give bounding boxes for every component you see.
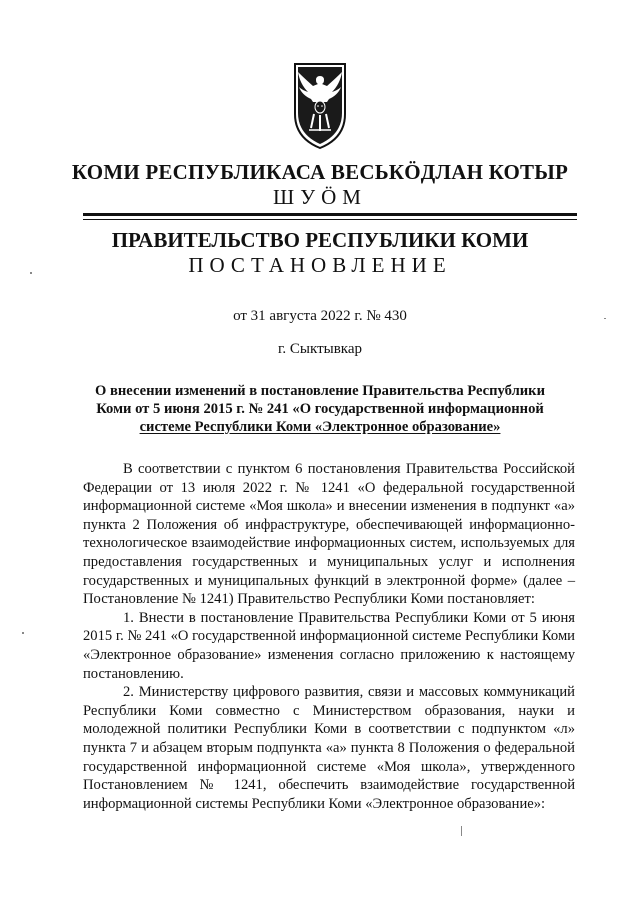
scan-speck (461, 826, 462, 836)
komi-coat-of-arms-icon (291, 62, 349, 150)
body-paragraph: 2. Министерству цифрового развития, связи и массовых коммуникаций Республики Коми совместно с Министерством образования, науки и молодежной политики Республики Коми в соответствии с подпунктом «л» пункта 7 и абзацем вторым подпункта «а» пункта 8 Положения о федеральной государственной информационной системе «Моя школа», утвержденного Постановлением № 1241, обеспечить взаимодействие государственной информационной системы Республики Коми «Электронное образование»: (83, 684, 575, 812)
title-line: Коми от 5 июня 2015 г. № 241 «О государственной информационной (96, 401, 544, 417)
scan-speck (30, 272, 32, 274)
header-komi-line2: ШУÖМ (273, 185, 367, 209)
decree-date-number: от 31 августа 2022 г. № 430 (233, 308, 407, 324)
body-paragraph: В соответствии с пунктом 6 постановления Правительства Российской Федерации от 13 июля 2022 г. № 1241 «О федеральной государственной информационной системе «Моя школа» и внесении изменения в подпункт «а» пункта 2 Положения об инфраструктуре, обеспечивающей информационно-технологическое взаимодействие информационных систем, используемых для предоставления государственных и муниципальных услуг и исполнения государственных и муниципальных функций в электронной форме» (далее – Постановление № 1241) Правительство Республики Коми постановляет: (83, 461, 575, 608)
body-paragraph: 1. Внести в постановление Правительства Республики Коми от 5 июня 2015 г. № 241 «О государственной информационной системе Республики Коми «Электронное образование» изменения согласно приложению к настоящему постановлению. (83, 609, 575, 682)
header-komi-line1: КОМИ РЕСПУБЛИКАСА ВЕСЬКÖДЛАН КОТЫР (71, 160, 569, 184)
document-title (80, 382, 560, 436)
title-line: системе Республики Коми «Электронное образование» (139, 419, 501, 435)
scan-speck (22, 632, 24, 634)
header-divider-thick (83, 213, 577, 216)
title-line: О внесении изменений в постановление Правительства Республики (95, 383, 545, 399)
header-divider-thin (83, 219, 577, 220)
header-gov-line1: ПРАВИТЕЛЬСТВО РЕСПУБЛИКИ КОМИ (111, 228, 529, 252)
scan-speck (604, 318, 606, 319)
decree-place: г. Сыктывкар (277, 341, 363, 357)
header-gov-line2: ПОСТАНОВЛЕНИЕ (188, 253, 452, 277)
document-body (83, 460, 575, 813)
